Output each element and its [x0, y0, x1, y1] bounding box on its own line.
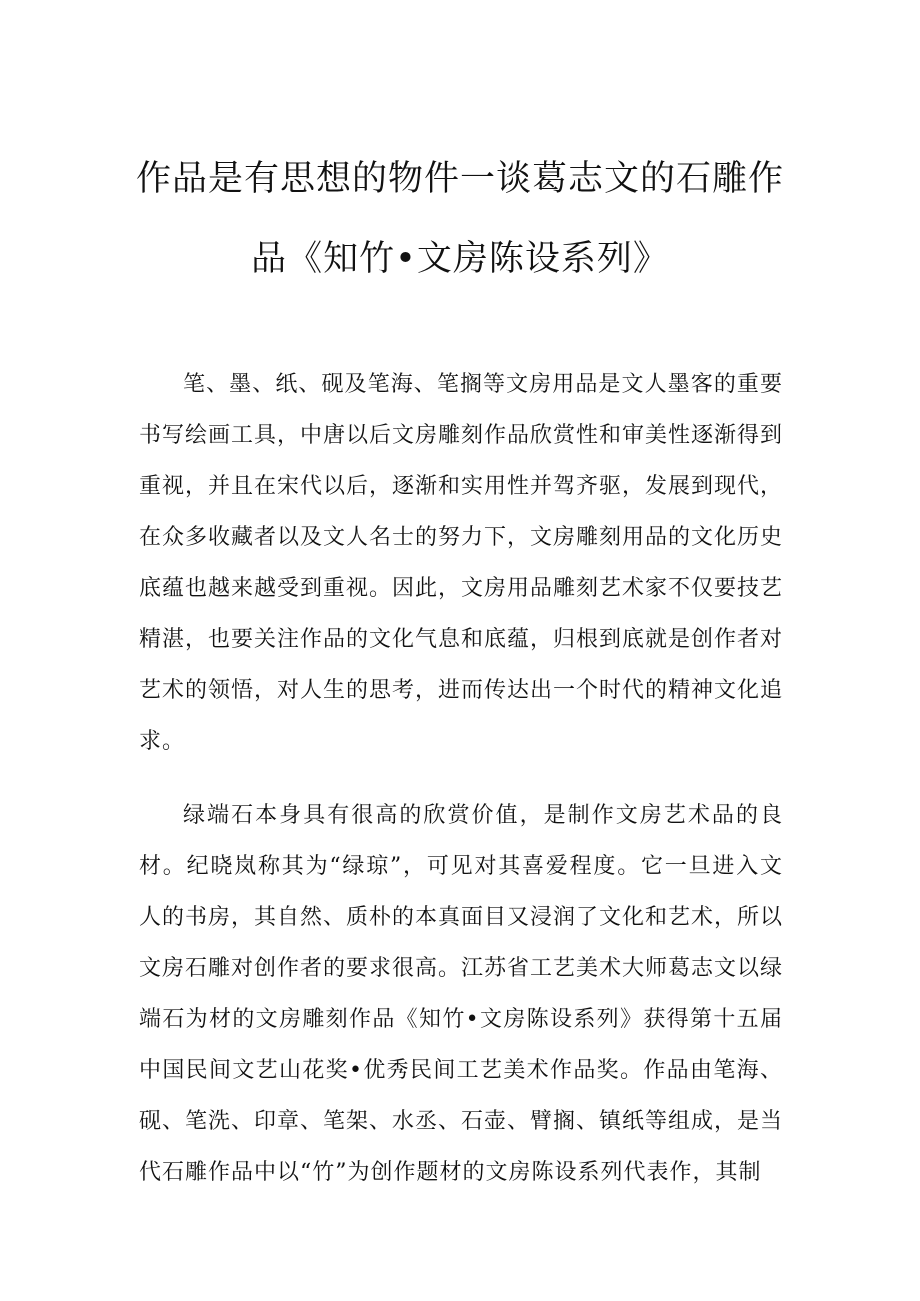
title-line-1: 作品是有思想的物件一谈葛志文的石雕作	[135, 159, 784, 199]
body-paragraph-1: 笔、墨、纸、砚及笔海、笔搁等文房用品是文人墨客的重要书写绘画工具，中唐以后文房雕刻作品欣赏性和审美性逐渐得到重视，并且在宋代以后，逐渐和实用性并驾齐驱，发展到现代，在众多收藏者以及文人名士的努力下，文房雕刻用品的文化历史底蕴也越来越受到重视。因此，文房用品雕刻艺术家不仅要技艺精湛，也要关注作品的文化气息和底蕴，归根到底就是创作者对艺术的领悟，对人生的思考，进而传达出一个时代的精神文化追求。	[139, 372, 784, 754]
body-paragraph-2: 绿端石本身具有很高的欣赏价值，是制作文房艺术品的良材。纪晓岚称其为“绿琼”，可见对其喜爱程度。它一旦进入文人的书房，其自然、质朴的本真面目又浸润了文化和艺术，所以文房石雕对创作者的要求很高。江苏省工艺美术大师葛志文以绿端石为材的文房雕刻作品《知竹•文房陈设系列》获得第十五届中国民间文艺山花奖•优秀民间工艺美术作品奖。作品由笔海、砚、笔洗、印章、笔架、水丞、石壶、臂搁、镇纸等组成，是当代石雕作品中以“竹”为创作题材的文房陈设系列代表作，其制	[139, 803, 784, 1185]
title-line-2: 品《知竹•文房陈设系列》	[251, 239, 669, 279]
